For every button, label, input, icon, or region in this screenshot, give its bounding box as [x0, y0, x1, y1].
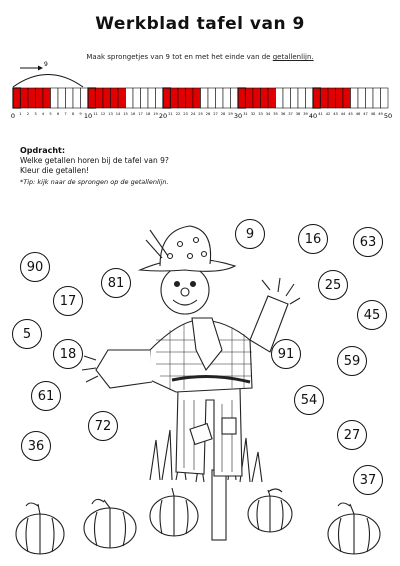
number-line-small-label: 7: [64, 112, 67, 116]
assignment-question: Welke getallen horen bij de tafel van 9?: [20, 156, 169, 166]
wooden-post: [212, 470, 226, 540]
number-line-cell: [43, 88, 51, 108]
number-line-cell: [306, 88, 314, 108]
number-line-cell: [291, 88, 299, 108]
worksheet-title: Werkblad tafel van 9: [95, 14, 305, 34]
number-line-cell: [51, 88, 59, 108]
number-line-small-label: 13: [108, 112, 113, 116]
number-bubble[interactable]: 54: [294, 385, 324, 415]
number-line-cell: [96, 88, 104, 108]
number-line-major-label: 0: [10, 112, 16, 120]
arrow-label: 9: [44, 61, 48, 68]
number-line-cell: [73, 88, 81, 108]
jump-arc: [13, 75, 83, 88]
number-line-cell: [373, 88, 381, 108]
number-line-cell: [231, 88, 239, 108]
number-line-cell: [28, 88, 36, 108]
number-line-cell: [126, 88, 134, 108]
pumpkin-5: [328, 503, 380, 554]
number-line-major-label: 40: [308, 112, 318, 120]
number-line-small-label: 9: [79, 112, 82, 116]
number-line-small-label: 36: [280, 112, 286, 116]
number-bubble[interactable]: 90: [20, 252, 50, 282]
number-line-cell: [186, 88, 194, 108]
number-line-cell: [238, 88, 246, 108]
number-line-cell: [133, 88, 141, 108]
scarecrow-illustration: [0, 200, 400, 566]
number-line-cell: [336, 88, 344, 108]
number-line-cell: [13, 88, 21, 108]
number-line-cell: [261, 88, 269, 108]
number-bubble[interactable]: 63: [353, 227, 383, 257]
number-bubble[interactable]: 16: [298, 224, 328, 254]
number-line-cell: [216, 88, 224, 108]
number-line-small-label: 46: [355, 112, 361, 116]
number-line-cell: [223, 88, 231, 108]
pumpkin-1: [16, 503, 64, 554]
number-line-small-label: 33: [258, 112, 263, 116]
number-bubble[interactable]: 17: [53, 286, 83, 316]
number-line-cell: [58, 88, 66, 108]
number-line-small-label: 15: [123, 112, 128, 116]
number-line-small-label: 12: [100, 112, 106, 116]
assignment-heading: Opdracht:: [20, 146, 66, 155]
number-bubble[interactable]: 9: [235, 219, 265, 249]
number-line-cell: [88, 88, 96, 108]
number-bubble[interactable]: 36: [21, 431, 51, 461]
number-line-small-label: 43: [333, 112, 338, 116]
left-arm: [96, 350, 152, 388]
number-line-cell: [381, 88, 389, 108]
number-line-small-label: 1: [19, 112, 22, 116]
pumpkin-2: [84, 499, 136, 548]
number-line-cell: [328, 88, 336, 108]
number-bubble[interactable]: 61: [31, 381, 61, 411]
number-line-cell: [253, 88, 261, 108]
arrow-head-icon: [38, 66, 43, 71]
number-bubble[interactable]: 81: [101, 268, 131, 298]
hat-crown: [160, 226, 211, 266]
number-bubble[interactable]: 18: [53, 339, 83, 369]
number-line-cell: [201, 88, 209, 108]
number-line-cell: [118, 88, 126, 108]
instruction-link: getallenlijn.: [272, 53, 314, 61]
number-line-cell: [268, 88, 276, 108]
number-line-cell: [351, 88, 359, 108]
number-line-small-label: 31: [243, 112, 248, 116]
number-bubble[interactable]: 37: [353, 465, 383, 495]
number-line-small-label: 18: [145, 112, 151, 116]
number-line-small-label: 48: [370, 112, 376, 116]
number-line-small-label: 17: [138, 112, 143, 116]
number-line-small-label: 19: [153, 112, 158, 116]
number-line-cell: [141, 88, 149, 108]
number-line-small-label: 28: [220, 112, 226, 116]
number-line-small-label: 29: [228, 112, 233, 116]
number-line-cell: [358, 88, 366, 108]
number-line-small-label: 21: [168, 112, 173, 116]
number-line-small-label: 24: [190, 112, 196, 116]
number-line-small-label: 27: [213, 112, 218, 116]
number-bubble[interactable]: 59: [337, 346, 367, 376]
pants-patch-dots: [222, 418, 236, 434]
number-line-cell: [313, 88, 321, 108]
number-line-small-label: 25: [198, 112, 203, 116]
number-line-small-label: 4: [41, 112, 45, 116]
number-line-cell: [321, 88, 329, 108]
number-line-cell: [156, 88, 164, 108]
number-line-small-label: 2: [26, 112, 30, 116]
number-line-cell: [66, 88, 74, 108]
number-line-cell: [148, 88, 156, 108]
number-line-segments: [13, 88, 388, 108]
number-line-labels: [11, 112, 392, 120]
number-line-small-label: 23: [183, 112, 188, 116]
number-line-cell: [103, 88, 111, 108]
number-line-small-label: 16: [130, 112, 136, 116]
number-line-small-label: 39: [303, 112, 308, 116]
number-line-cell: [36, 88, 44, 108]
number-line-small-label: 3: [34, 112, 37, 116]
number-bubble[interactable]: 72: [88, 411, 118, 441]
number-line-small-label: 26: [205, 112, 211, 116]
assignment-tip: *Tip: kijk naar de sprongen op de getallenlijn.: [20, 177, 169, 186]
number-line-small-label: 37: [288, 112, 293, 116]
number-line-cell: [283, 88, 291, 108]
pumpkin-4: [248, 489, 292, 532]
number-line-small-label: 38: [295, 112, 301, 116]
number-bubble[interactable]: 91: [271, 339, 301, 369]
number-bubble[interactable]: 45: [357, 300, 387, 330]
number-bubble[interactable]: 27: [337, 420, 367, 450]
number-line-small-label: 34: [265, 112, 271, 116]
number-line-small-label: 45: [348, 112, 353, 116]
number-line-small-label: 6: [56, 112, 60, 116]
pumpkin-3: [150, 488, 198, 536]
number-line-small-label: 44: [340, 112, 346, 116]
assignment-block: [20, 146, 169, 187]
number-line-small-label: 14: [115, 112, 121, 116]
number-line-small-label: 32: [250, 112, 256, 116]
number-line-cell: [171, 88, 179, 108]
number-line-cell: [343, 88, 351, 108]
number-line-small-label: 11: [93, 112, 98, 116]
number-line-small-label: 49: [378, 112, 383, 116]
number-line-cell: [193, 88, 201, 108]
number-line-major-label: 30: [233, 112, 243, 120]
number-line-cell: [111, 88, 119, 108]
number-line-small-label: 35: [273, 112, 278, 116]
number-line: [0, 58, 400, 138]
number-line-cell: [163, 88, 171, 108]
number-line-major-label: 20: [158, 112, 168, 120]
number-line-major-label: 10: [83, 112, 93, 120]
number-line-small-label: 8: [71, 112, 75, 116]
number-line-cell: [81, 88, 89, 108]
number-bubble[interactable]: 25: [318, 270, 348, 300]
number-line-small-label: 5: [49, 112, 52, 116]
assignment-task: Kleur die getallen!: [20, 166, 90, 176]
number-line-cell: [366, 88, 374, 108]
number-line-cell: [276, 88, 284, 108]
number-line-major-label: 50: [383, 112, 393, 120]
number-bubble[interactable]: 5: [12, 319, 42, 349]
number-line-cell: [21, 88, 29, 108]
number-line-small-label: 47: [363, 112, 368, 116]
number-line-cell: [178, 88, 186, 108]
number-line-cell: [298, 88, 306, 108]
number-line-cell: [246, 88, 254, 108]
instruction-main: Maak sprongetjes van 9 tot en met het einde van de: [86, 53, 273, 61]
number-line-cell: [208, 88, 216, 108]
number-line-small-label: 42: [325, 112, 331, 116]
number-line-small-label: 41: [318, 112, 323, 116]
number-line-small-label: 22: [175, 112, 181, 116]
